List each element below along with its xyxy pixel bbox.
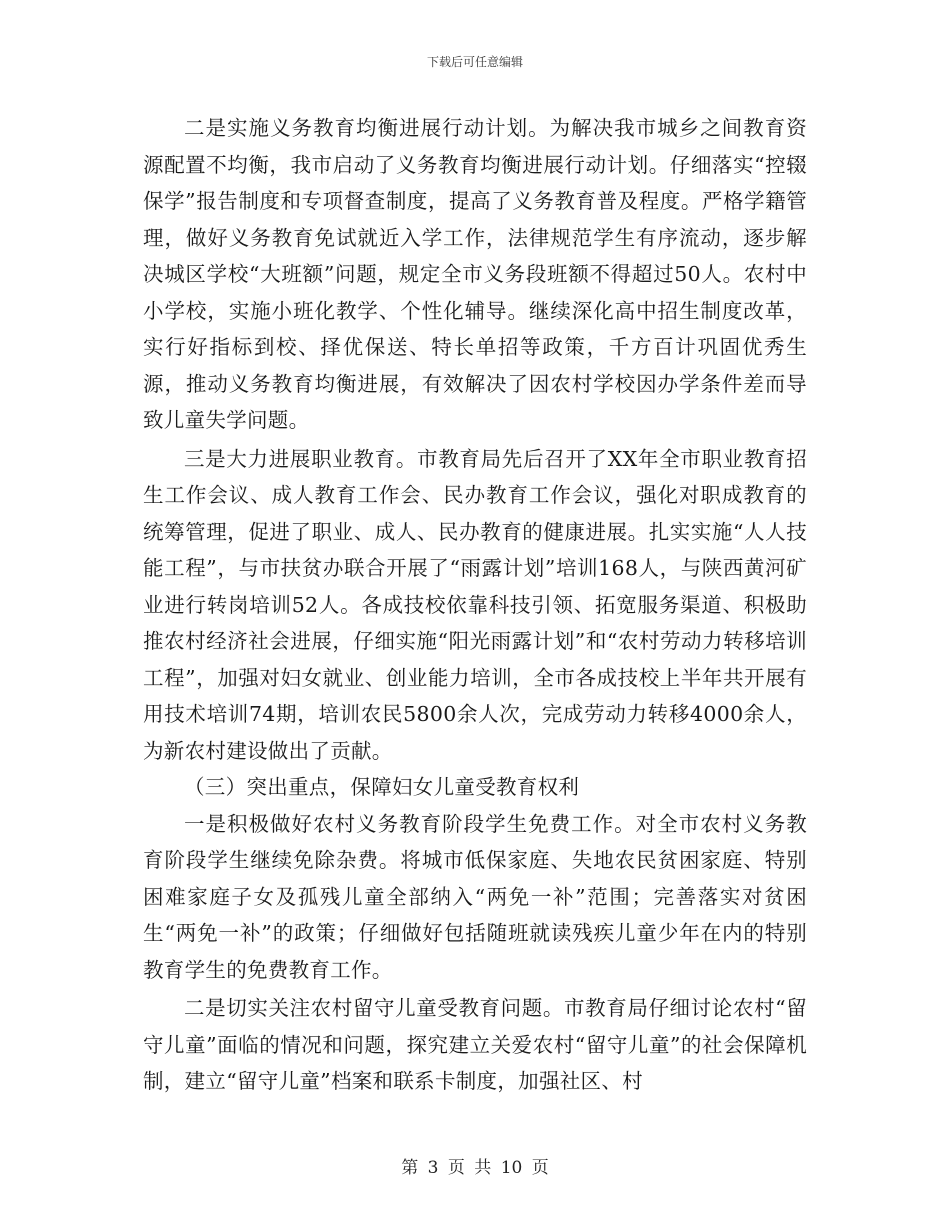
paragraph-left-behind-children: 二是切实关注农村留守儿童受教育问题。市教育局仔细讨论农村“留守儿童”面临的情况和问题，探究建立关爱农村“留守儿童”的社会保障机制，建立“留守儿童”档案和联系卡制度，加强社区、村	[143, 996, 807, 1093]
document-body	[143, 110, 807, 1100]
page-footer-number: 第 3 页 共 10 页	[401, 1158, 549, 1178]
page-header-note: 下载后可任意编辑	[426, 55, 523, 69]
paragraph-rural-free-education: 一是积极做好农村义务教育阶段学生免费工作。对全市农村义务教育阶段学生继续免除杂费。将城市低保家庭、失地农民贫困家庭、特别困难家庭子女及孤残儿童全部纳入“两免一补”范围；完善落实对贫困生“两免一补”的政策；仔细做好包括随班就读残疾儿童少年在内的特别教育学生的免费教育工作。	[143, 811, 807, 982]
paragraph-vocational-education: 三是大力进展职业教育。市教育局先后召开了XX年全市职业教育招生工作会议、成人教育工作会、民办教育工作会议，强化对职成教育的统筹管理，促进了职业、成人、民办教育的健康进展。扎实实施“人人技能工程”，与市扶贫办联合开展了“雨露计划”培训168人，与陕西黄河矿业进行转岗培训52人。各成技校依靠科技引领、拓宽服务渠道、积极助推农村经济社会进展，仔细实施“阳光雨露计划”和“农村劳动力转移培训工程”，加强对妇女就业、创业能力培训，全市各成技校上半年共开展有用技术培训74期，培训农民5800余人次，完成劳动力转移4000余人，为新农村建设做出了贡献。	[143, 446, 807, 763]
paragraph-balanced-compulsory-education: 二是实施义务教育均衡进展行动计划。为解决我市城乡之间教育资源配置不均衡，我市启动了义务教育均衡进展行动计划。仔细落实“控辍保学”报告制度和专项督查制度，提高了义务教育普及程度。严格学籍管理，做好义务教育免试就近入学工作，法律规范学生有序流动，逐步解决城区学校“大班额”问题，规定全市义务段班额不得超过50人。农村中小学校，实施小班化教学、个性化辅导。继续深化高中招生制度改革，实行好指标到校、择优保送、特长单招等政策，千方百计巩固优秀生源，推动义务教育均衡进展，有效解决了因农村学校因办学条件差而导致儿童失学问题。	[143, 116, 807, 432]
section-heading: （三）突出重点，保障妇女儿童受教育权利	[184, 775, 580, 799]
